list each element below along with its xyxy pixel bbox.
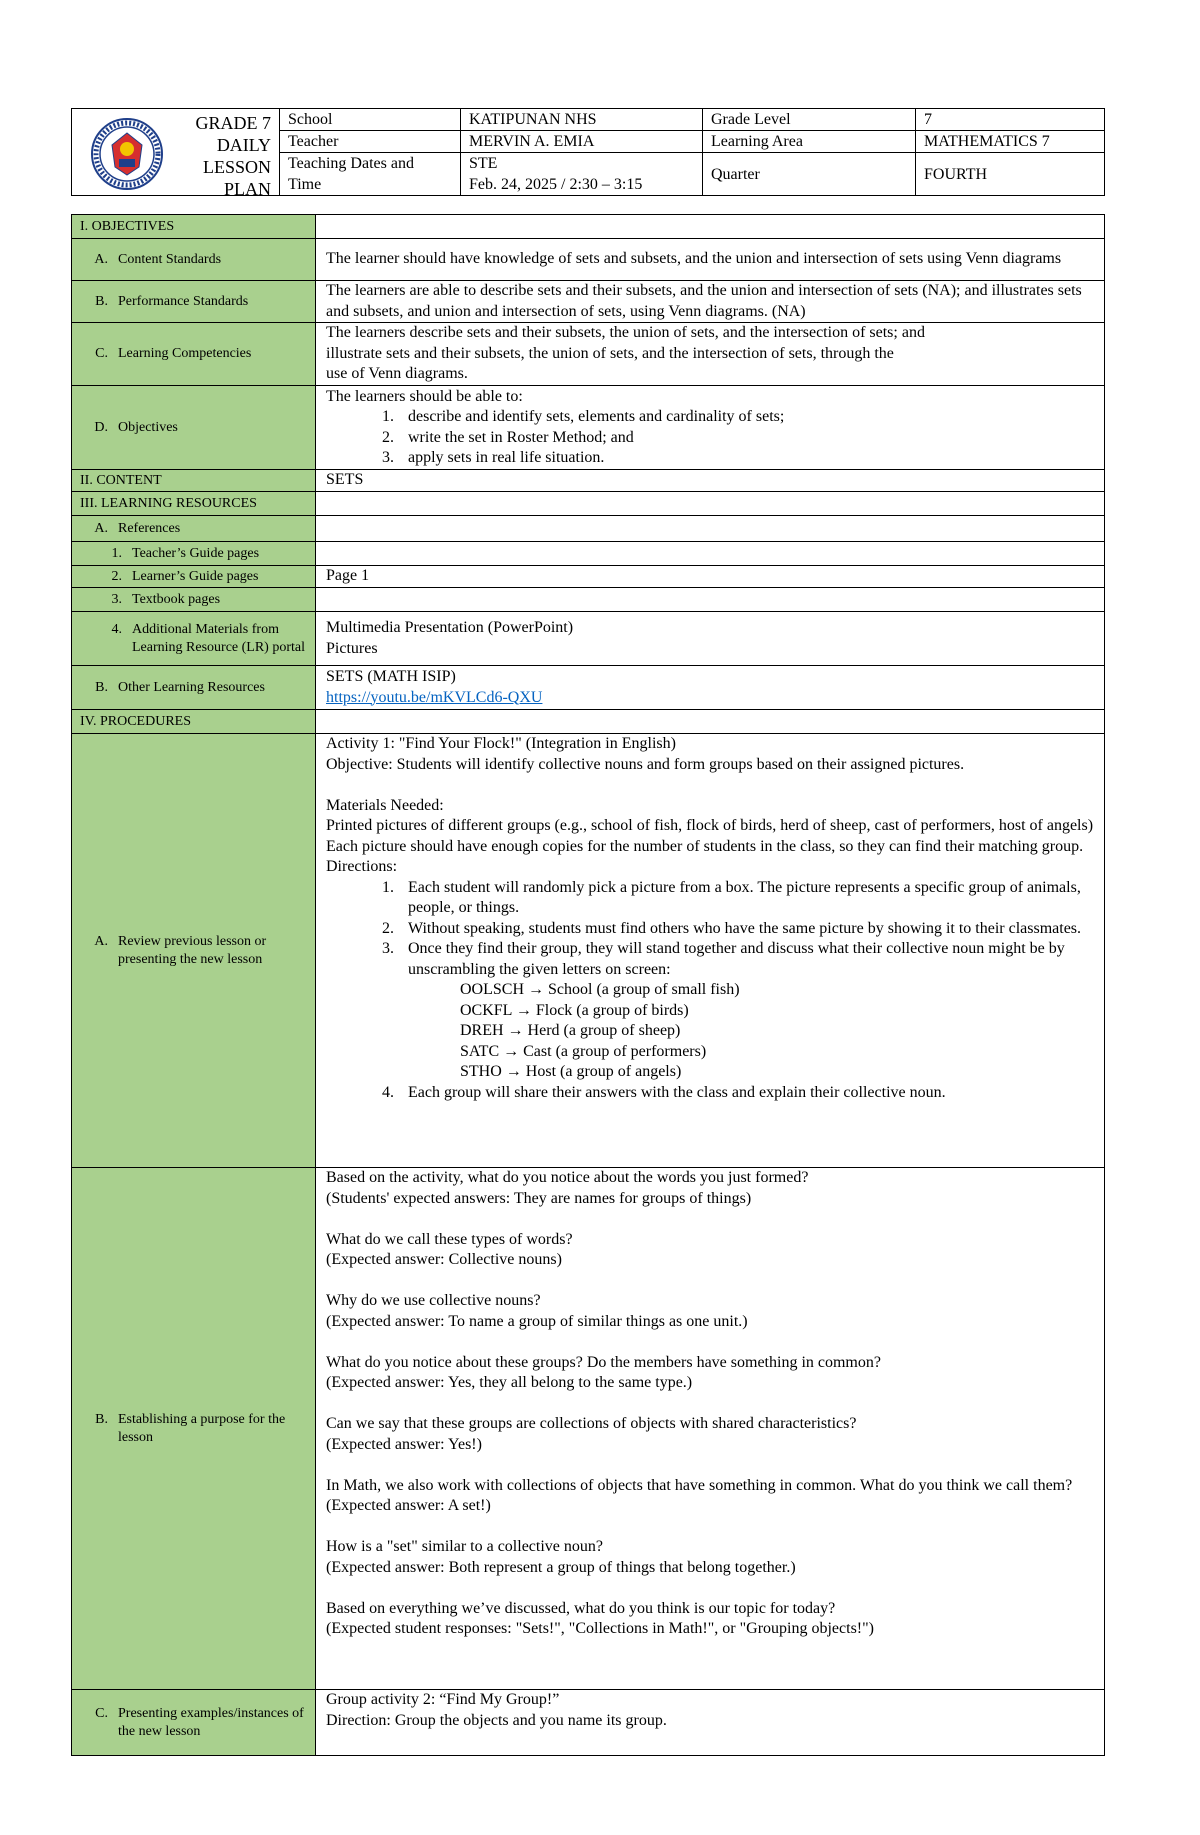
hanging-label [82, 1705, 307, 1741]
lesson-plan-table [71, 214, 1105, 1756]
header-table [71, 108, 1105, 199]
spacer [326, 775, 1094, 796]
performance-standards-label [72, 281, 316, 323]
hanging-label [82, 933, 307, 969]
item-index: C. [95, 1705, 108, 1721]
quarter-value: FOURTH [916, 153, 1105, 196]
spacer [326, 1455, 1094, 1476]
text-line: Printed pictures of different groups (e.g., school of fish, flock of birds, herd of sheep, cast of performers, host of angels) [326, 817, 1094, 834]
item-index: 2. [111, 568, 122, 584]
logo-title-cell [72, 109, 280, 199]
title-line: PLAN [223, 179, 271, 199]
hanging-label [82, 679, 307, 697]
learning-competencies-value [316, 323, 1105, 386]
teaching-dates-value [461, 153, 703, 196]
item-label: Establishing a purpose for the lesson [118, 1411, 286, 1445]
item-index: B. [95, 679, 108, 695]
title-line: LESSON [202, 157, 271, 177]
discussion-line: (Expected student responses: "Sets!", "Collections in Math!", or "Grouping objects!") [326, 1620, 874, 1637]
text-line: SETS (MATH ISIP) [326, 668, 456, 685]
objectives-intro: The learners should be able to: [326, 387, 523, 405]
establish-purpose-value [316, 1168, 1105, 1690]
item-label: References [118, 520, 181, 536]
quarter-label: Quarter [703, 153, 916, 196]
objectives-label [72, 386, 316, 470]
label-line: Teaching Dates and [288, 155, 414, 172]
discussion-line: How is a "set" similar to a collective noun? [326, 1538, 603, 1555]
title-line: GRADE 7 [195, 113, 271, 133]
discussion-line: Can we say that these groups are collections of objects with shared characteristics? [326, 1415, 857, 1432]
lesson-plan-title [196, 112, 272, 200]
section-procedures-value [316, 710, 1105, 734]
learning-area-value: MATHEMATICS 7 [916, 131, 1105, 153]
item-index: B. [95, 293, 108, 309]
title-line: DAILY [216, 135, 271, 155]
grade-level-label: Grade Level [703, 109, 916, 131]
item-label: Learner’s Guide pages [132, 568, 259, 584]
teaching-dates-label [280, 153, 461, 196]
section-objectives: I. OBJECTIVES [72, 215, 316, 239]
text-line: Each picture should have enough copies for the number of students in the class, so they can find their matching group. [326, 837, 1084, 855]
spacer [326, 1394, 1094, 1415]
scramble-list [408, 980, 1094, 1083]
list-item [398, 939, 1094, 1083]
teacher-label: Teacher [280, 131, 461, 153]
step-text: Once they find their group, they will stand together and discuss what their collective noun might be by unscrambling the given letters on screen: [408, 940, 1065, 978]
discussion-line: (Students' expected answers: They are names for groups of things) [326, 1189, 752, 1207]
discussion-line: Based on the activity, what do you notice about the words you just formed? [326, 1169, 809, 1186]
other-resources-value [316, 666, 1105, 710]
item-index: 1. [111, 545, 122, 561]
scramble-item: OOLSCH → School (a group of small fish) [460, 981, 740, 998]
item-index: 3. [111, 591, 122, 607]
section-procedures: IV. PROCEDURES [72, 710, 316, 734]
section-resources: III. LEARNING RESOURCES [72, 492, 316, 516]
section-resources-value [316, 492, 1105, 516]
discussion-line: (Expected answer: Yes!) [326, 1435, 482, 1453]
text-line: Multimedia Presentation (PowerPoint) [326, 619, 574, 636]
directions-heading: Directions: [326, 858, 398, 875]
value-line: STE [469, 155, 498, 172]
spacer [326, 1209, 1094, 1230]
performance-standards-value: The learners are able to describe sets and their subsets, and the union and intersection of sets (NA); and illustrates sets and subsets, and union and intersection of sets, using Venn diagrams. (NA) [316, 281, 1105, 323]
learning-area-label: Learning Area [703, 131, 916, 153]
discussion-line: (Expected answer: Both represent a group of things that belong together.) [326, 1558, 796, 1576]
learners-guide-value: Page 1 [316, 566, 1105, 588]
list-item: 1. describe and identify sets, elements and cardinality of sets; [398, 407, 1094, 428]
item-index: A. [94, 933, 108, 949]
item-label: Learning Competencies [118, 346, 252, 361]
discussion-line: (Expected answer: To name a group of similar things as one unit.) [326, 1312, 748, 1330]
item-label: Presenting examples/instances of the new lesson [118, 1705, 304, 1739]
scramble-item: SATC → Cast (a group of performers) [460, 1042, 707, 1060]
school-label: School [280, 109, 461, 131]
discussion-lines [326, 1168, 1094, 1640]
value-line: Feb. 24, 2025 / 2:30 – 3:15 [469, 176, 643, 193]
list-item: 4. Each group will share their answers with the class and explain their collective noun. [398, 1083, 1094, 1104]
spacer [326, 1578, 1094, 1599]
spacer [326, 1332, 1094, 1353]
item-index: D. [94, 419, 108, 435]
section-objectives-value [316, 215, 1105, 239]
text-line: The learners describe sets and their subsets, the union of sets, and the intersection of sets; and [326, 324, 925, 342]
youtube-link[interactable]: https://youtu.be/mKVLCd6-QXU [326, 688, 543, 706]
list-item: 2. write the set in Roster Method; and [398, 428, 1094, 449]
other-resources-label [72, 666, 316, 710]
spacer [326, 1271, 1094, 1292]
presenting-examples-value [316, 1690, 1105, 1756]
scramble-item: OCKFL → Flock (a group of birds) [460, 1001, 689, 1019]
item-label: Content Standards [118, 251, 222, 267]
hanging-label [82, 1411, 307, 1447]
review-lesson-label [72, 734, 316, 1168]
additional-materials-label [72, 612, 316, 666]
discussion-line: Why do we use collective nouns? [326, 1292, 541, 1309]
item-label: Other Learning Resources [118, 679, 265, 695]
review-lesson-value [316, 734, 1105, 1168]
label-line: Time [288, 176, 322, 193]
learning-competencies-label [72, 323, 316, 386]
presenting-examples-label [72, 1690, 316, 1756]
item-index: A. [94, 251, 108, 267]
discussion-line: What do you notice about these groups? Do the members have something in common? [326, 1353, 881, 1371]
item-index: A. [94, 520, 108, 536]
item-label: Performance Standards [118, 293, 249, 309]
discussion-line: (Expected answer: Yes, they all belong to the same type.) [326, 1374, 693, 1391]
establish-purpose-label [72, 1168, 316, 1690]
activity-objective: Objective: Students will identify collective nouns and form groups based on their assigned pictures. [326, 755, 965, 773]
objectives-list [326, 407, 1094, 469]
item-label: Review previous lesson or presenting the new lesson [118, 933, 267, 967]
list-item: 1. Each student will randomly pick a picture from a box. The picture represents a specific group of animals, people, or things. [398, 878, 1094, 919]
hanging-label [96, 621, 307, 657]
item-label: Textbook pages [132, 591, 221, 607]
item-label: Additional Materials from Learning Resource (LR) portal [132, 621, 305, 655]
item-index: 4. [111, 621, 122, 637]
references-label [72, 516, 316, 542]
content-value: SETS [316, 470, 1105, 492]
textbook-label [72, 588, 316, 612]
section-content: II. CONTENT [72, 470, 316, 492]
text-line: illustrate sets and their subsets, the union of sets, and the intersection of sets, through the [326, 344, 894, 362]
list-item: 3. apply sets in real life situation. [398, 448, 1094, 469]
scramble-item: DREH → Herd (a group of sheep) [460, 1022, 681, 1039]
school-value: KATIPUNAN NHS [461, 109, 703, 131]
text-line: Direction: Group the objects and you name its group. [326, 1711, 667, 1729]
textbook-value [316, 588, 1105, 612]
discussion-line: (Expected answer: Collective nouns) [326, 1251, 562, 1268]
spacer [326, 1517, 1094, 1538]
text-line: Group activity 2: “Find My Group!” [326, 1691, 560, 1708]
list-item: 2. Without speaking, students must find others who have the same picture by showing it to their classmates. [398, 919, 1094, 940]
teachers-guide-label [72, 542, 316, 566]
learners-guide-label [72, 566, 316, 588]
activity-title: Activity 1: "Find Your Flock!" (Integration in English) [326, 735, 676, 752]
item-label: Teacher’s Guide pages [132, 545, 260, 561]
discussion-line: What do we call these types of words? [326, 1230, 573, 1248]
teachers-guide-value [316, 542, 1105, 566]
content-standards-label [72, 239, 316, 281]
additional-materials-value [316, 612, 1105, 666]
discussion-line: (Expected answer: A set!) [326, 1497, 491, 1514]
objectives-value [316, 386, 1105, 470]
scramble-item: STHO → Host (a group of angels) [460, 1063, 682, 1080]
directions-list [326, 878, 1094, 1104]
materials-heading: Materials Needed: [326, 796, 444, 814]
discussion-line: Based on everything we’ve discussed, what do you think is our topic for today? [326, 1599, 836, 1617]
teacher-value: MERVIN A. EMIA [461, 131, 703, 153]
item-label: Objectives [118, 419, 178, 435]
deped-seal-icon [90, 117, 164, 191]
item-index: B. [95, 1411, 108, 1427]
content-standards-value: The learner should have knowledge of sets and subsets, and the union and intersection of sets using Venn diagrams [316, 239, 1105, 281]
discussion-line: In Math, we also work with collections of objects that have something in common. What do you think we call them? [326, 1476, 1073, 1494]
text-line: Pictures [326, 639, 378, 657]
item-index: C. [95, 346, 108, 361]
grade-level-value: 7 [916, 109, 1105, 131]
text-line: use of Venn diagrams. [326, 365, 468, 383]
references-value [316, 516, 1105, 542]
